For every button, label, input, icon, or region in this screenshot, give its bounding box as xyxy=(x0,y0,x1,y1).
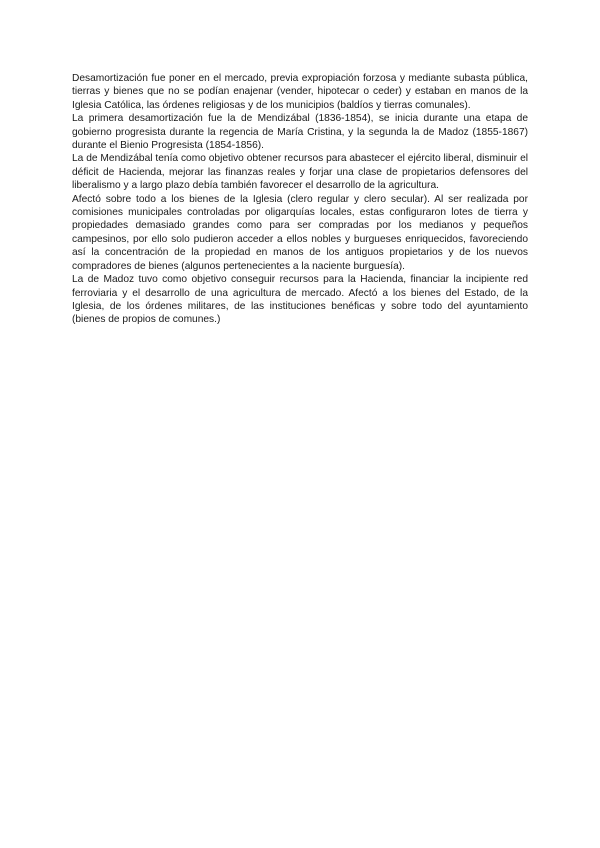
paragraph-definition: Desamortización fue poner en el mercado, previa expropiación forzosa y mediante subasta pública, tierras y bienes que no se podían enajenar (vender, hipotecar o ceder) y estaban en manos de la Iglesia Católica, las órdenes religiosas y de los municipios (baldíos y tierras comunales). xyxy=(72,73,528,111)
paragraph-mendizabal-effects: Afectó sobre todo a los bienes de la Iglesia (clero regular y clero secular). Al ser realizada por comisiones municipales controladas por oligarquías locales, estas configuraron lotes de tierra y propiedades demasiado grandes como para ser compradas por los medianos y pequeños campesinos, por ello solo pudieron acceder a ellos nobles y burgueses enriquecidos, favoreciendo así la concentración de la propiedad en manos de los antiguos propietarios y de los nuevos compradores de bienes (algunos pertenecientes a la naciente burguesía). xyxy=(72,193,528,272)
paragraph-madoz: La de Madoz tuvo como objetivo conseguir recursos para la Hacienda, financiar la incipiente red ferroviaria y el desarrollo de una agricultura de mercado. Afectó a los bienes del Estado, de la Iglesia, de los órdenes militares, de las instituciones benéficas y sobre todo del ayuntamiento (bienes de propios de comunes.) xyxy=(72,274,528,326)
paragraph-first-and-second: La primera desamortización fue la de Mendizábal (1836-1854), se inicia durante una etapa de gobierno progresista durante la regencia de María Cristina, y la segunda la de Madoz (1855-1867) durante el Bienio Progresista (1854-1856). xyxy=(72,113,528,152)
paragraph-mendizabal-objectives: La de Mendizábal tenía como objetivo obtener recursos para abastecer el ejército liberal, disminuir el déficit de Hacienda, mejorar las finanzas reales y forjar una clase de propietarios defensores del liberalismo y a largo plazo debía también favorecer el desarrollo de la agricultura. xyxy=(72,153,528,192)
document-body xyxy=(72,72,528,327)
